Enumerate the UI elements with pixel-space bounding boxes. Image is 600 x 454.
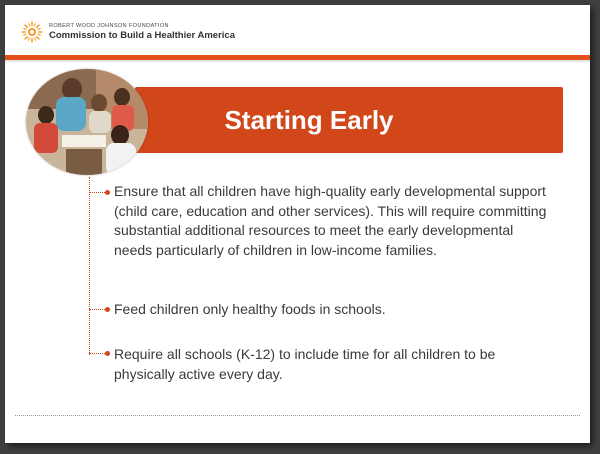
slide — [5, 5, 590, 443]
bullet-dot-icon — [105, 351, 110, 356]
header — [5, 5, 590, 55]
bullet-connector-line — [89, 177, 90, 355]
bullet-dot-icon — [105, 307, 110, 312]
bullet-item-1: Ensure that all children have high-quality early developmental support (child care, education and other services). This will require committing substantial additional resources to meet the early developmental needs particularly of children in low-income families. — [114, 183, 547, 258]
bullet-item-2: Feed children only healthy foods in schools. — [114, 301, 386, 317]
header-rule-shadow — [5, 60, 590, 63]
organization-name: ROBERT WOOD JOHNSON FOUNDATION — [49, 23, 169, 29]
title-bar — [135, 87, 563, 153]
bullet-item-3: Require all schools (K-12) to include time for all children to be physically active every day. — [114, 346, 496, 382]
bullet-dot-icon — [105, 190, 110, 195]
children-photo — [26, 69, 148, 175]
slide-title: Starting Early — [224, 104, 394, 135]
sunburst-logo-icon — [21, 21, 43, 43]
commission-name: Commission to Build a Healthier America — [49, 30, 235, 41]
footer-divider — [15, 415, 580, 416]
